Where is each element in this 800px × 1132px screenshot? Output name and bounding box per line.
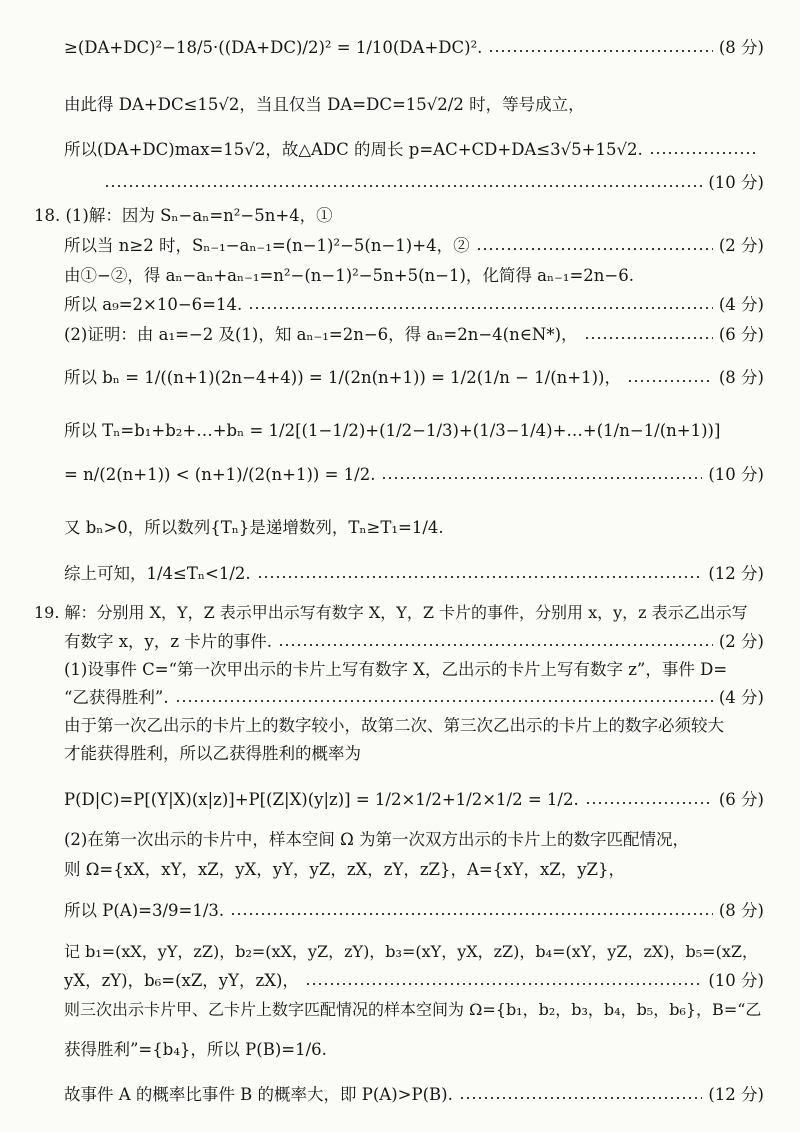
line-text: = n/(2(n+1)) < (n+1)/(2(n+1)) = 1/2. — [64, 465, 376, 484]
text-line — [64, 862, 764, 879]
text-line — [64, 944, 764, 960]
line-text: “乙获得胜利”. — [64, 688, 169, 707]
line-text: (2)在第一次出示的卡片中，样本空间 Ω 为第一次双方出示的卡片上的数字匹配情况， — [64, 830, 690, 849]
line-text: 则 Ω={xX，xY，xZ，yX，yY，yZ，zX，zY，zZ}，A={xY，xZ，yZ}， — [64, 860, 626, 879]
text-line — [64, 1042, 764, 1059]
line-text: 由此得 DA+DC≤15√2，当且仅当 DA=DC=15√2/2 时，等号成立， — [64, 95, 585, 114]
line-text: 所以 bₙ = 1/((n+1)(2n−4+4)) = 1/(2n(n+1)) = 1/2(1/n − 1/(n+1))， — [64, 368, 621, 387]
dot-leader — [104, 185, 702, 187]
line-text: yX，zY)，b₆=(xZ，yY，zX)， — [64, 971, 299, 990]
text-line — [64, 1002, 764, 1018]
text-line — [64, 370, 764, 387]
line-text: 所以 P(A)=3/9=1/3. — [64, 901, 225, 920]
line-text: 有数字 x，y，z 卡片的事件. — [64, 632, 273, 651]
score-label: (2 分) — [718, 236, 764, 255]
line-text: P(D|C)=P[(Y|X)(x|z)]+P[(Z|X)(y|z)] = 1/2×1/2+1/2×1/2 = 1/2. — [64, 790, 579, 809]
line-text: 又 bₙ>0，所以数列{Tₙ}是递增数列，Tₙ≥T₁=1/4. — [64, 518, 444, 537]
line-text: (1)设事件 C=“第一次甲出示的卡片上写有数字 X，乙出示的卡片上写有数字 z”，事件 D= — [64, 660, 728, 679]
line-text: 故事件 A 的概率比事件 B 的概率大，即 P(A)>P(B). — [64, 1085, 453, 1104]
text-line — [64, 792, 764, 809]
text-line — [64, 662, 764, 679]
line-text: ≥(DA+DC)²−18/5·((DA+DC)/2)² = 1/10(DA+DC)². — [64, 38, 483, 57]
text-line — [64, 903, 764, 920]
text-line — [64, 268, 764, 285]
dot-leader — [488, 50, 712, 52]
line-text: 所以(DA+DC)max=15√2，故△ADC 的周长 p=AC+CD+DA≤3√5+15√2. — [64, 140, 643, 159]
text-line — [64, 142, 764, 159]
score-label: (12 分) — [708, 1085, 764, 1104]
dot-leader — [585, 802, 713, 804]
score-label: (10 分) — [708, 465, 764, 484]
text-line — [64, 832, 764, 849]
text-line — [64, 40, 764, 57]
text-line — [64, 718, 764, 735]
dot-leader — [381, 477, 702, 479]
score-label: (8 分) — [718, 368, 764, 387]
line-text: 才能获得胜利，所以乙获得胜利的概率为 — [64, 744, 361, 763]
text-line — [64, 690, 764, 707]
score-label: (12 分) — [708, 564, 764, 583]
score-label: (10 分) — [708, 971, 764, 990]
score-label: (8 分) — [718, 38, 764, 57]
line-text: 综上可知，1/4≤Tₙ<1/2. — [64, 564, 251, 583]
score-label: (4 分) — [718, 295, 764, 314]
problem-18-heading — [34, 208, 764, 225]
score-label: (10 分) — [708, 173, 764, 192]
line-text: 18. (1)解：因为 Sₙ−aₙ=n²−5n+4，① — [34, 206, 333, 225]
dot-leader — [305, 983, 702, 985]
dot-leader — [257, 576, 703, 578]
score-label: (8 分) — [718, 901, 764, 920]
dot-leader — [627, 380, 713, 382]
dot-leader — [584, 337, 713, 339]
dot-leader — [649, 152, 758, 154]
score-label: (2 分) — [718, 632, 764, 651]
text-line — [64, 634, 764, 651]
score-label: (4 分) — [718, 688, 764, 707]
text-line — [64, 327, 764, 344]
line-text: 所以 Tₙ=b₁+b₂+…+bₙ = 1/2[(1−1/2)+(1/2−1/3)+(1/3−1/4)+…+(1/n−1/(n+1))] — [64, 421, 721, 440]
dot-leader — [248, 307, 713, 309]
line-text: 所以 a₉=2×10−6=14. — [64, 295, 243, 314]
line-text: (2)证明：由 a₁=−2 及(1)，知 aₙ₋₁=2n−6，得 aₙ=2n−4(n∈N*)， — [64, 325, 578, 344]
text-line — [64, 467, 764, 484]
text-line — [64, 566, 764, 583]
text-line — [64, 423, 764, 440]
problem-19-heading — [34, 605, 764, 621]
text-line — [64, 746, 764, 763]
line-text: 由①−②，得 aₙ−aₙ+aₙ₋₁=n²−(n−1)²−5n+5(n−1)，化简得 aₙ₋₁=2n−6. — [64, 266, 634, 285]
text-line — [64, 97, 764, 114]
dot-leader — [230, 913, 713, 915]
text-line — [64, 297, 764, 314]
dot-leader — [278, 644, 713, 646]
line-text: 所以当 n≥2 时，Sₙ₋₁−aₙ₋₁=(n−1)²−5(n−1)+4，② — [64, 236, 470, 255]
dot-leader — [476, 248, 713, 250]
text-line — [64, 175, 764, 192]
text-line — [64, 238, 764, 255]
text-line — [64, 1087, 764, 1104]
text-line — [64, 520, 764, 537]
line-text: 获得胜利”={b₄}，所以 P(B)=1/6. — [64, 1040, 327, 1059]
dot-leader — [175, 700, 713, 702]
line-text: 记 b₁=(xX，yY，zZ)，b₂=(xX，yZ，zY)，b₃=(xY，yX，zZ)，b₄=(xY，yZ，zX)，b₅=(xZ， — [64, 942, 758, 961]
score-label: (6 分) — [718, 325, 764, 344]
line-text: 则三次出示卡片甲、乙卡片上数字匹配情况的样本空间为 Ω={b₁，b₂，b₃，b₄，b₅，b₆}，B=“乙 — [64, 1000, 762, 1019]
line-text: 19. 解：分别用 X，Y，Z 表示甲出示写有数字 X，Y，Z 卡片的事件，分别用 x，y，z 表示乙出示写 — [34, 603, 748, 622]
line-text: 由于第一次乙出示的卡片上的数字较小，故第二次、第三次乙出示的卡片上的数字必须较大 — [64, 716, 724, 735]
score-label: (6 分) — [718, 790, 764, 809]
dot-leader — [459, 1097, 703, 1099]
text-line — [64, 973, 764, 990]
